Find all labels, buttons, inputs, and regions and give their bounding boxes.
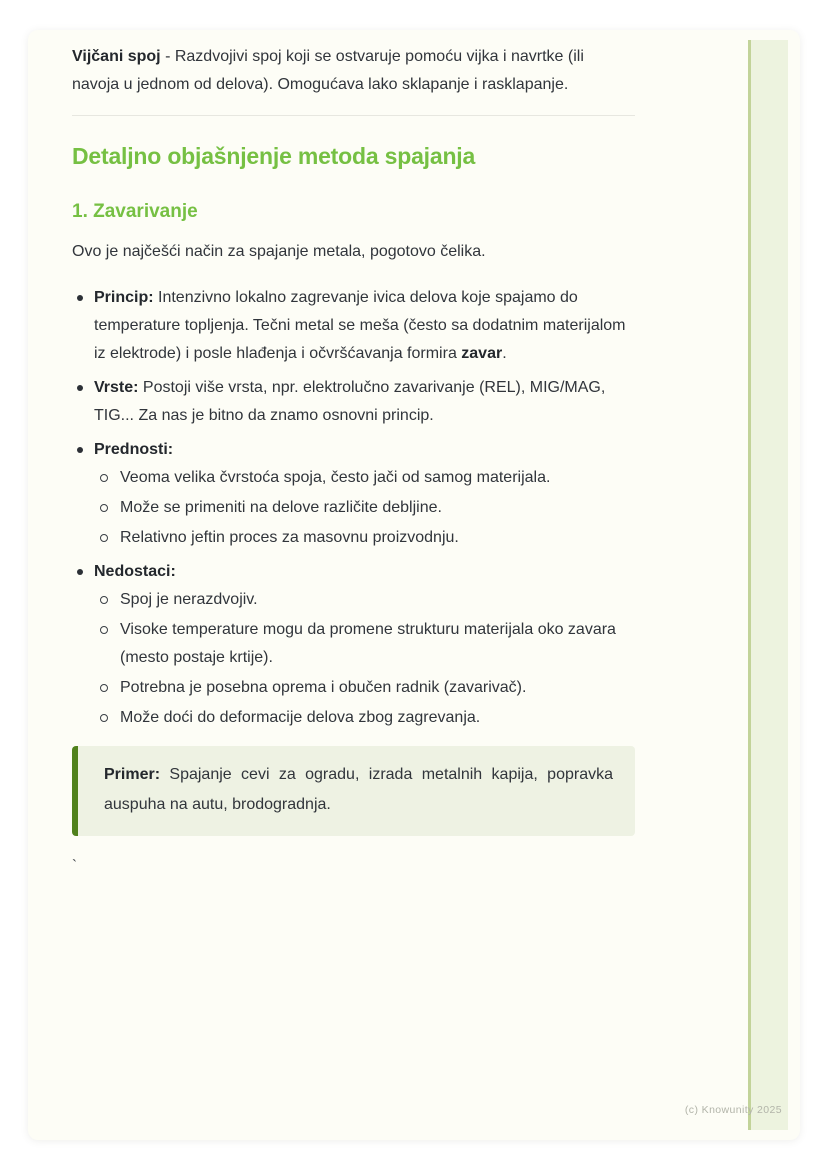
subsection-heading: 1. Zavarivanje — [72, 201, 198, 222]
list-item-princip — [72, 284, 635, 368]
intro-term: Vijčani spoj — [72, 48, 161, 65]
list-item-prednosti — [72, 436, 635, 552]
method-details-list — [72, 284, 635, 732]
list-item: Veoma velika čvrstoća spoja, često jači od samog materijala. — [94, 464, 635, 492]
list-item: Visoke temperature mogu da promene strukturu materijala oko zavara (mesto postaje krtije). — [94, 616, 635, 672]
example-label: Primer: — [104, 766, 161, 783]
copyright-watermark: (c) Knowunity 2025 — [684, 1104, 782, 1116]
example-text: Spajanje cevi za ogradu, izrada metalnih kapija, popravka auspuha na autu, brodogradnja. — [104, 766, 613, 813]
lead-paragraph: Ovo je najčešći način za spajanje metala, pogotovo čelika. — [72, 243, 486, 260]
list-item: Potrebna je posebna oprema i obučen radnik (zavarivač). — [94, 674, 635, 702]
prednosti-sublist — [94, 464, 635, 552]
nedostaci-label: Nedostaci: — [94, 563, 176, 580]
intro-paragraph — [72, 43, 635, 99]
vrste-text: Postoji više vrsta, npr. elektrolučno zavarivanje (REL), MIG/MAG, TIG... Za nas je bitno da znamo osnovni princip. — [94, 379, 606, 424]
list-item: Može se primeniti na delove različite debljine. — [94, 494, 635, 522]
example-callout — [72, 746, 635, 836]
list-item-vrste — [72, 374, 635, 430]
section-divider — [72, 115, 635, 116]
vrste-label: Vrste: — [94, 379, 139, 396]
nedostaci-sublist — [94, 586, 635, 732]
stray-character: ` — [72, 857, 77, 874]
document-page — [28, 30, 800, 1140]
princip-bold-word: zavar — [461, 345, 503, 362]
list-item: Relativno jeftin proces za masovnu proizvodnju. — [94, 524, 635, 552]
list-item: Može doći do deformacije delova zbog zagrevanja. — [94, 704, 635, 732]
list-item-nedostaci — [72, 558, 635, 732]
princip-text: Intenzivno lokalno zagrevanje ivica delova koje spajamo do temperature topljenja. Tečni metal se meša (često sa dodatnim materijalom iz elektrode) i posle hlađenja i očvršćavanja formira — [94, 289, 626, 362]
princip-text-end: . — [502, 345, 507, 362]
section-heading: Detaljno objašnjenje metoda spajanja — [72, 143, 476, 169]
list-item: Spoj je nerazdvojiv. — [94, 586, 635, 614]
intro-text: - Razdvojivi spoj koji se ostvaruje pomoću vijka i navrtke (ili navoja u jednom od delova). Omogućava lako sklapanje i rasklapanje. — [72, 48, 584, 93]
page-content — [28, 30, 800, 880]
princip-label: Princip: — [94, 289, 154, 306]
prednosti-label: Prednosti: — [94, 441, 174, 458]
